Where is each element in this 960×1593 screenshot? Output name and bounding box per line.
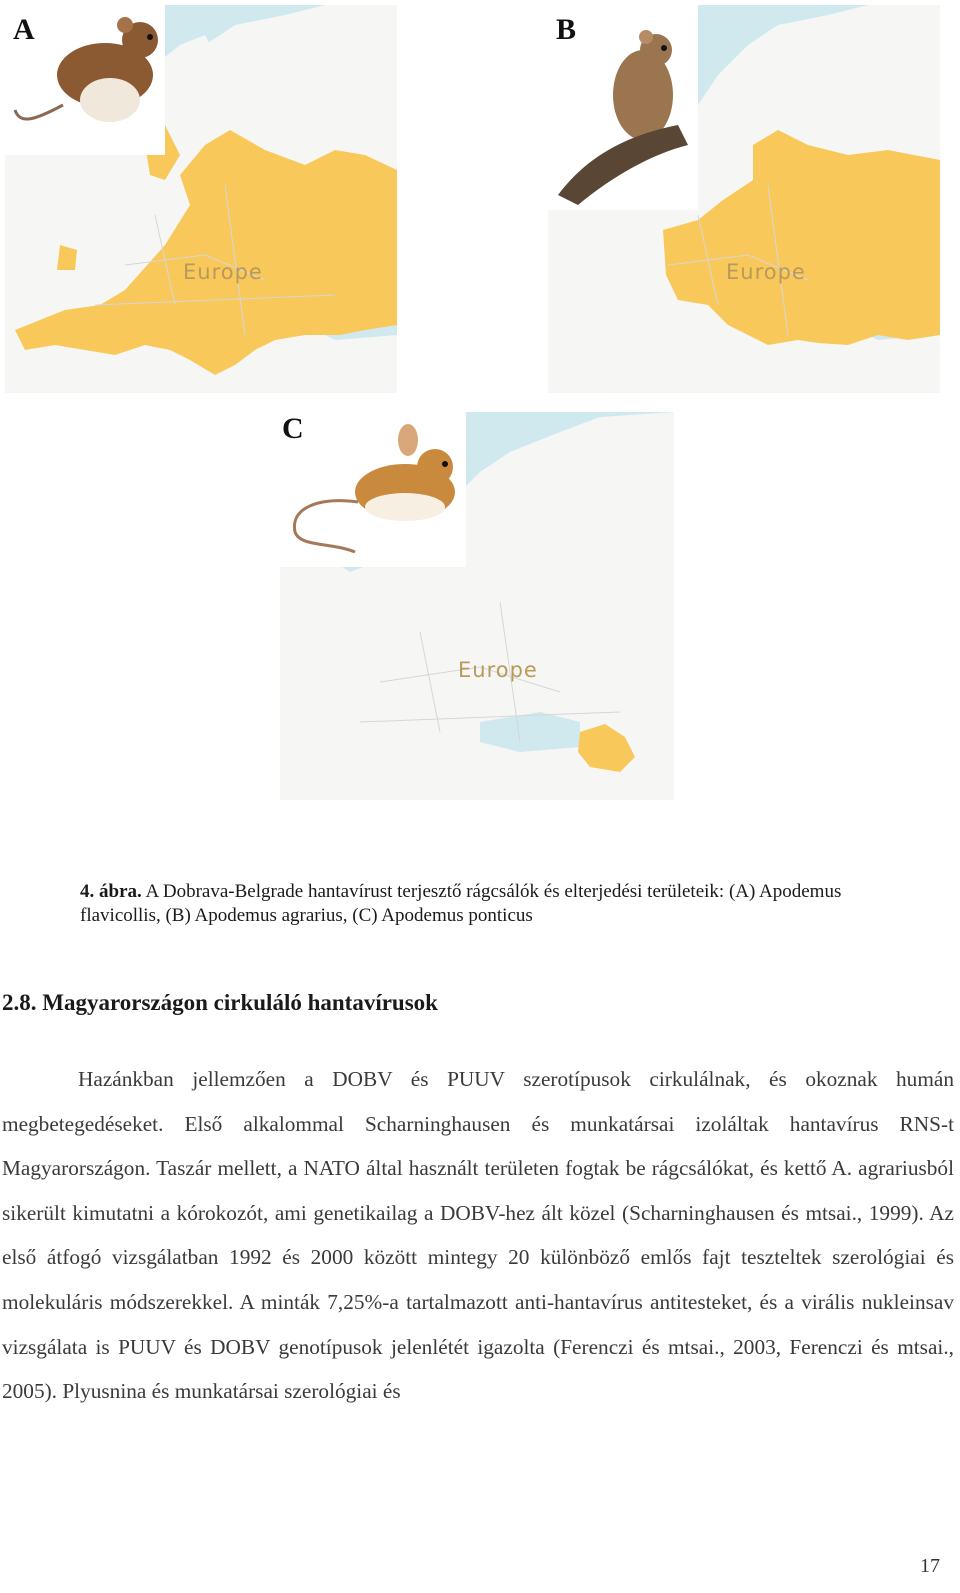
figure-caption-label: 4. ábra.: [80, 881, 142, 902]
panel-letter-c: C: [282, 412, 304, 445]
body-paragraph: Hazánkban jellemzően a DOBV és PUUV szerotípusok cirkulálnak, és okoznak humán megbetegedéseket. Első alkalommal Scharninghausen és munkatársai izoláltak hantavírus RNS-t Magyarországon. Taszár mellett, a NATO által használt területen fogtak be rágcsálókat, és kettő A. agrariusból sikerült kimutatni a kórokozót, ami genetikailag a DOBV-hez ált közel (Scharninghausen és mtsai., 1999). Az első átfogó vizsgálatban 1992 és 2000 között mintegy 20 különböző emlős fajt teszteltek szerológiai és molekuláris módszerekkel. A minták 7,25%-a tartalmazott anti-hantavírus antitesteket, és a virális nukleinsav vizsgálata is PUUV és DOBV genotípusok jelenlétét igazolta (Ferenczi és mtsai., 2003, Ferenczi és mtsai., 2005). Plyusnina és munkatársai szerológiai és: [2, 1067, 954, 1404]
europe-range-map-a: [5, 5, 397, 393]
europe-range-map-b: [548, 5, 940, 393]
figure-panel-c: [280, 412, 674, 800]
section-heading: 2.8. Magyarországon cirkuláló hantavírusok: [2, 990, 438, 1015]
body-text: [2, 1057, 954, 1414]
figure-panel-b: [548, 5, 940, 393]
page-number: 17: [920, 1555, 940, 1577]
map-label-c: Europe: [458, 658, 538, 682]
figure-panel-a: [5, 5, 397, 393]
map-label-b: Europe: [726, 260, 806, 284]
panel-letter-a: A: [13, 13, 35, 46]
map-label-a: Europe: [183, 260, 263, 284]
figure-caption: [80, 880, 880, 928]
europe-range-map-c: [280, 412, 674, 800]
figure-caption-text: A Dobrava-Belgrade hantavírust terjesztő rágcsálók és elterjedési területeik: (A) Apodemus flavicollis, (B) Apodemus agrarius, (C) Apodemus ponticus: [80, 881, 842, 926]
panel-letter-b: B: [556, 13, 577, 46]
